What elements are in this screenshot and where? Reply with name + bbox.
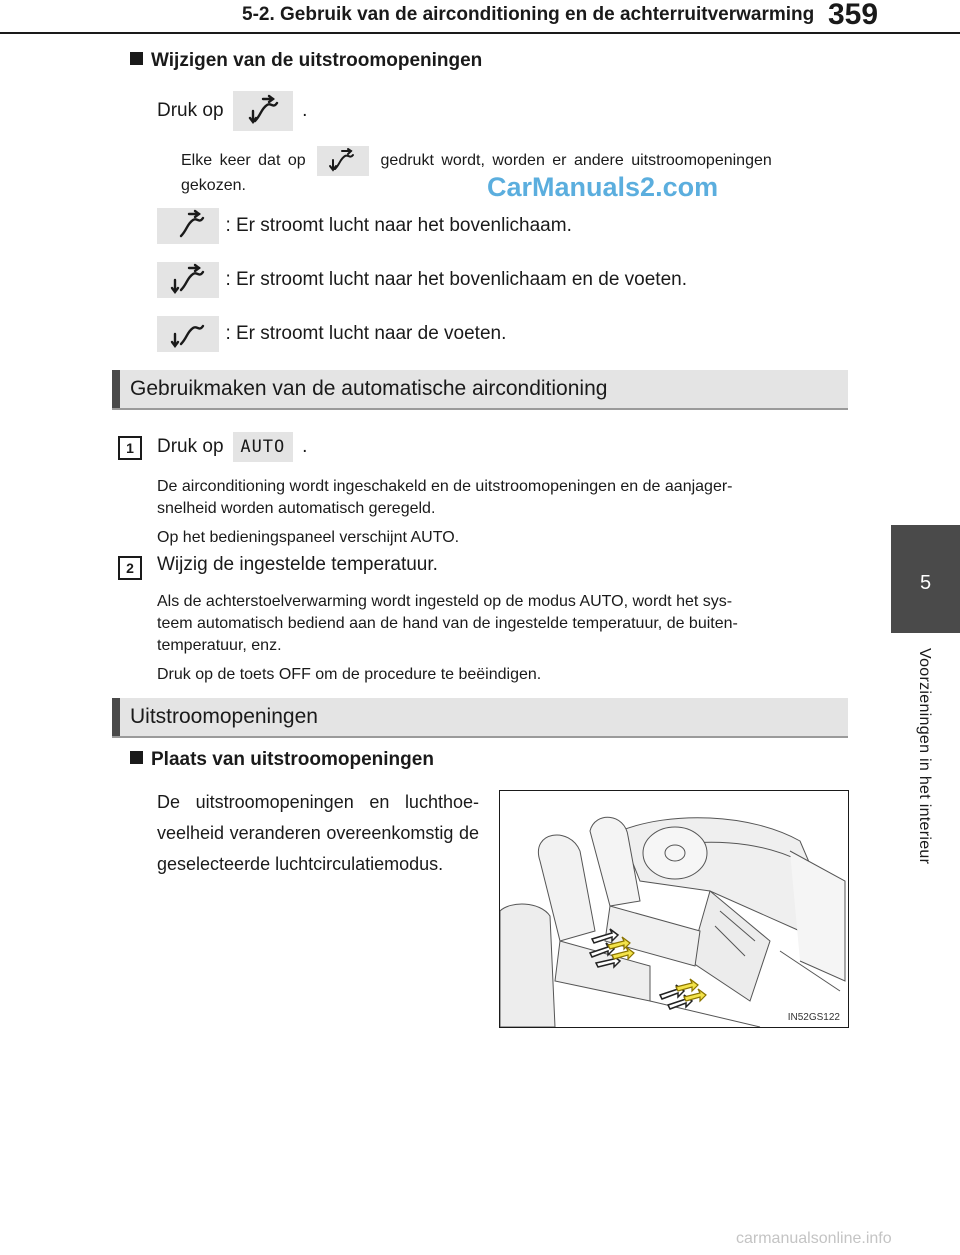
figure-id-label: IN52GS122	[787, 1012, 840, 1023]
explain-line2: gekozen.	[181, 177, 246, 194]
bullet-square-icon	[130, 751, 143, 764]
explain-line1: Elke keer dat op gedrukt wordt, worden er andere uitstroomopeningen	[181, 146, 841, 176]
footer-watermark: carmanualsonline.info	[736, 1230, 892, 1247]
section-bar-outlets	[112, 698, 848, 738]
step2-instruction: Wijzig de ingestelde temperatuur.	[157, 554, 438, 575]
section-title-outlets: Uitstroomopeningen	[130, 705, 318, 728]
subheading-change-vents: Wijzigen van de uitstroomopeningen	[130, 50, 482, 72]
vent-mode-button-icon	[317, 146, 369, 176]
vent-mode-upper: : Er stroomt lucht naar het bovenlichaam.	[157, 208, 572, 244]
step2-desc-line4: Druk op de toets OFF om de procedure te beëindigen.	[157, 666, 542, 683]
vent-mode-feet: : Er stroomt lucht naar de voeten.	[157, 316, 506, 352]
step1-desc-line1: De airconditioning wordt ingeschakeld en de uitstroomopeningen en de aanjager-	[157, 478, 733, 495]
bullet-square-icon	[130, 52, 143, 65]
step1-desc-line2: snelheid worden automatisch geregeld.	[157, 500, 436, 517]
vent-upper-body-feet-icon	[157, 262, 219, 298]
car-interior-figure	[499, 790, 849, 1028]
outlets-description	[157, 787, 479, 880]
press-vent-instruction: Druk op .	[157, 91, 307, 131]
section-title-auto-ac: Gebruikmaken van de automatische airconditioning	[130, 377, 608, 400]
vent-feet-icon	[157, 316, 219, 352]
vent-mode-upper-feet: : Er stroomt lucht naar het bovenlichaam en de voeten.	[157, 262, 687, 298]
step-number-1: 1	[118, 436, 142, 460]
step1-desc-line3: Op het bedieningspaneel verschijnt AUTO.	[157, 529, 460, 546]
chapter-header-title: 5-2. Gebruik van de airconditioning en de achterruitverwarming	[242, 4, 815, 25]
outlets-desc-line: De uitstroomopeningen en luchthoe-	[157, 792, 479, 812]
car-interior-illustration	[500, 791, 848, 1027]
step2-desc-line3: temperatuur, enz.	[157, 637, 282, 654]
step2-desc-line1: Als de achterstoelverwarming wordt ingesteld op de modus AUTO, wordt het sys-	[157, 593, 733, 610]
auto-button-label: AUTO	[233, 432, 293, 462]
chapter-number: 5	[919, 572, 932, 594]
step-number-2: 2	[118, 556, 142, 580]
outlets-desc-line: geselecteerde luchtcirculatiemodus.	[157, 854, 444, 874]
site-watermark: CarManuals2.com	[487, 172, 719, 202]
section-bar-accent	[112, 698, 120, 736]
outlets-desc-line: veelheid veranderen overeenkomstig de	[157, 823, 479, 843]
section-bar-accent	[112, 370, 120, 408]
chapter-title-vertical: Voorzieningen in het interieur	[916, 648, 933, 865]
subheading-outlet-location: Plaats van uitstroomopeningen	[130, 749, 434, 771]
section-bar-auto-ac	[112, 370, 848, 410]
header-divider	[0, 32, 960, 34]
step2-desc-line2: teem automatisch bediend aan de hand van de ingestelde temperatuur, de buiten-	[157, 615, 738, 632]
vent-upper-body-icon	[157, 208, 219, 244]
step1-instruction: Druk op AUTO .	[157, 432, 307, 462]
page-number: 359	[828, 0, 879, 31]
vent-mode-button-icon	[233, 91, 293, 131]
